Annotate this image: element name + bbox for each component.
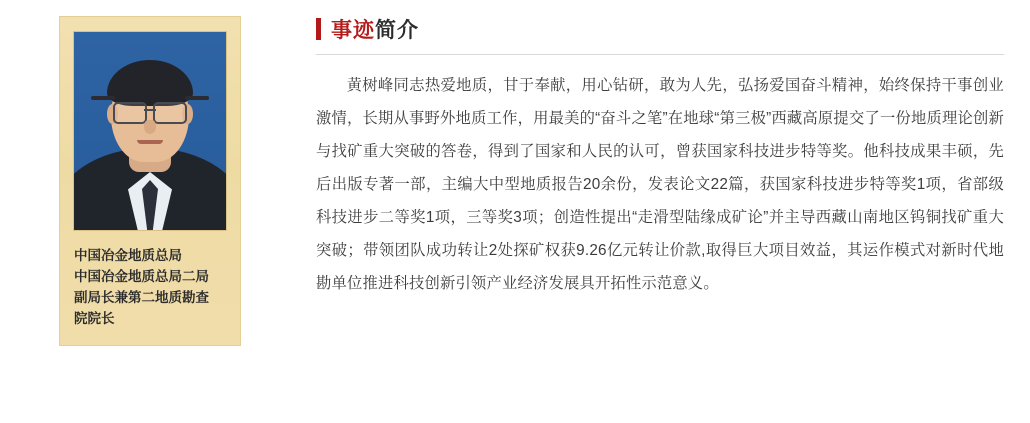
- section-title-rest: 简介: [375, 19, 419, 42]
- profile-column: [0, 0, 300, 423]
- accent-bar: [316, 18, 321, 40]
- portrait-glasses-bridge: [144, 109, 156, 111]
- portrait-nose: [144, 120, 156, 134]
- portrait-brow-left: [91, 96, 115, 100]
- caption-line-2: 中国冶金地质总局二局: [74, 269, 209, 284]
- portrait-mouth: [137, 140, 163, 144]
- portrait-hair: [107, 60, 193, 106]
- content-column: [300, 0, 1030, 423]
- section-title-highlight: 事迹: [331, 19, 375, 42]
- caption-line-1: 中国冶金地质总局: [74, 248, 182, 263]
- profile-card: [59, 16, 241, 346]
- caption-line-4: 院院长: [74, 311, 115, 326]
- section-body-text: 黄树峰同志热爱地质，甘于奉献，用心钻研，敢为人先，弘扬爱国奋斗精神，始终保持干事创业激情，长期从事野外地质工作，用最美的“奋斗之笔”在地球“第三极”西藏高原提交了一份地质理论创新与找矿重大突破的答卷，得到了国家和人民的认可，曾获国家科技进步特等奖。他科技成果丰硕，先后出版专著一部，主编大中型地质报告20余份，发表论文22篇，获国家科技进步特等奖1项，省部级科技进步二等奖1项，三等奖3项；创造性提出“走滑型陆缘成矿论”并主导西藏山南地区钨铜找矿重大突破；带领团队成功转让2处探矿权获9.26亿元转让价款,取得巨大项目效益，其运作模式对新时代地勘单位推进科技创新引领产业经济发展具开拓性示范意义。: [316, 77, 1004, 292]
- section-header: [316, 14, 1004, 55]
- profile-caption: [74, 245, 226, 329]
- portrait-illustration: [74, 32, 226, 230]
- caption-line-3: 副局长兼第二地质勘查: [74, 290, 209, 305]
- portrait-brow-right: [185, 96, 209, 100]
- glasses-icon: [110, 102, 190, 122]
- portrait-photo: [73, 31, 227, 231]
